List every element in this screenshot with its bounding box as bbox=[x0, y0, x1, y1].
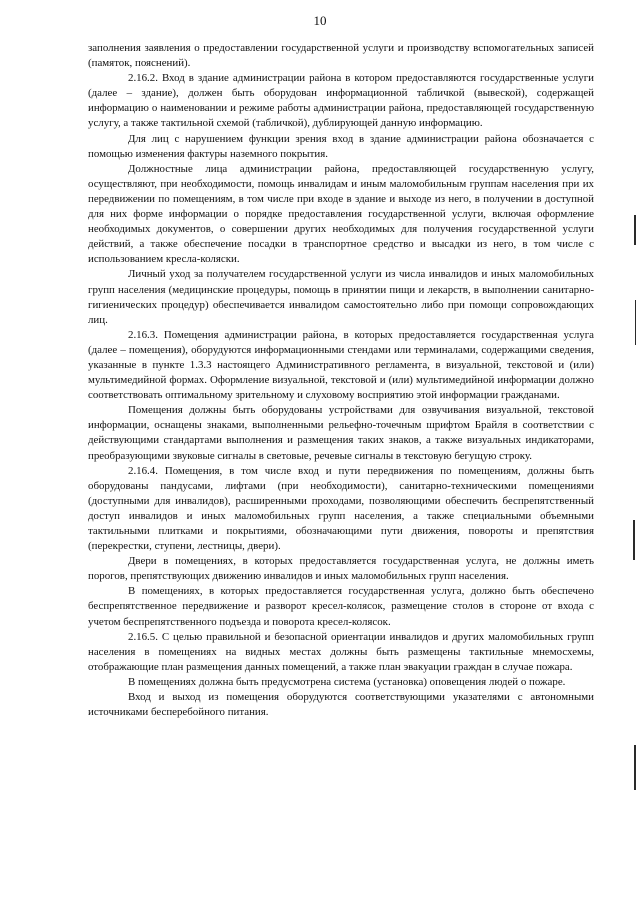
paragraph-vision-impaired: Для лиц с нарушением функции зрения вход в здание администрации района обозначается с помощью изменения фактуры наземного покрытия. bbox=[88, 132, 594, 160]
paragraph-audio-equipment: Помещения должны быть оборудованы устройствами для озвучивания визуальной, текстовой информации, оснащены знаками, выполненными рельефно-точечным шрифтом Брайля в соответствии с действующими стандартами выполнения и размещения таких знаков, а также визуальных индикаторами, преобразующими звуковые сигналы в световые, речевые сигналы в текстовую бегущую строку. bbox=[88, 404, 594, 462]
paragraph-2-16-2: 2.16.2. Вход в здание администрации района в котором предоставляются государственные услуги (далее – здание), должен быть оборудован информационной табличкой (вывеской), содержащей информацию о наименовании и режиме работы администрации района, предоставляющей государственную услугу, а также тактильной схемой (табличкой), дублирующей данную информацию. bbox=[88, 72, 594, 130]
paragraph-exit-signs: Вход и выход из помещения оборудуются соответствующими указателями с автономными источниками бесперебойного питания. bbox=[88, 691, 594, 719]
paragraph-2-16-3: 2.16.3. Помещения администрации района, в которых предоставляется государственная услуга (далее – помещения), оборудуются информационными стендами или терминалами, содержащими сведения, указанные в пункте 1.3.3 настоящего Административного регламента, в визуальной, текстовой и (или) мультимедийной формах. Оформление визуальной, текстовой и (или) мультимедийной информации должно соответствовать оптимальному зрительному и слуховому восприятию этой информации гражданами. bbox=[88, 328, 594, 402]
paragraph-fire-alarm: В помещениях должна быть предусмотрена система (установка) оповещения людей о пожаре. bbox=[128, 675, 566, 688]
paragraph-2-16-5: 2.16.5. С целью правильной и безопасной ориентации инвалидов и других маломобильных групп населения в помещениях на видных местах должны быть размещены тактильные мнемосхемы, отображающие план размещения данных помещений, а также план эвакуации граждан в случае пожара. bbox=[88, 630, 594, 673]
paragraph-2-16-4: 2.16.4. Помещения, в том числе вход и пути передвижения по помещениям, должны быть оборудованы пандусами, лифтами (при необходимости), санитарно-техническими помещениями (доступными для инвалидов), расширенными проходами, позволяющими обеспечить беспрепятственный доступ инвалидов и иных маломобильных групп населения, а также специальными объемными тактильными плитками и покрытиями, обозначающими пути движения, повороты и препятствия (перекрестки, ступени, лестницы, двери). bbox=[88, 464, 594, 553]
paragraph-personal-care: Личный уход за получателем государственной услуги из числа инвалидов и иных маломобильных групп населения (медицинские процедуры, помощь в принятии пищи и лекарств, в выполнении санитарно-гигиенических процедур) обеспечивается инвалидом самостоятельно либо при помощи сопровождающих лиц. bbox=[88, 268, 594, 326]
scan-artifact-mark bbox=[633, 520, 635, 560]
document-body bbox=[88, 41, 594, 720]
paragraph-officials-assistance: Должностные лица администрации района, предоставляющей государственную услугу, осуществляют, при необходимости, помощь инвалидам и иным маломобильным группам населения при их передвижении по помещениям, в том числе при входе в здание и выходе из него, в получении в доступной для них форме информации о порядке предоставления государственной услуги, включая оформление необходимых документов, о совершении других необходимых для получения государственной услуги действий, а также обеспечение посадки в транспортное средство и высадки из него, в том числе с использованием кресла-коляски. bbox=[88, 162, 594, 266]
scan-artifact-mark bbox=[634, 215, 636, 245]
paragraph-wheelchair-movement: В помещениях, в которых предоставляется государственная услуга, должно быть обеспечено беспрепятственное передвижение и разворот кресел-колясок, размещение столов в стороне от входа с учетом беспрепятственного подъезда и поворота кресел-колясок. bbox=[88, 585, 594, 628]
scan-artifact-mark bbox=[635, 300, 636, 345]
scan-artifact-mark bbox=[634, 745, 636, 790]
page-number: 10 bbox=[313, 13, 327, 28]
paragraph-continuation: заполнения заявления о предоставлении государственной услуги и производству вспомогательных записей (памяток, пояснений). bbox=[88, 42, 594, 70]
paragraph-doors: Двери в помещениях, в которых предоставляется государственная услуга, не должны иметь порогов, препятствующих движению инвалидов и иных маломобильных групп населения. bbox=[88, 555, 594, 583]
